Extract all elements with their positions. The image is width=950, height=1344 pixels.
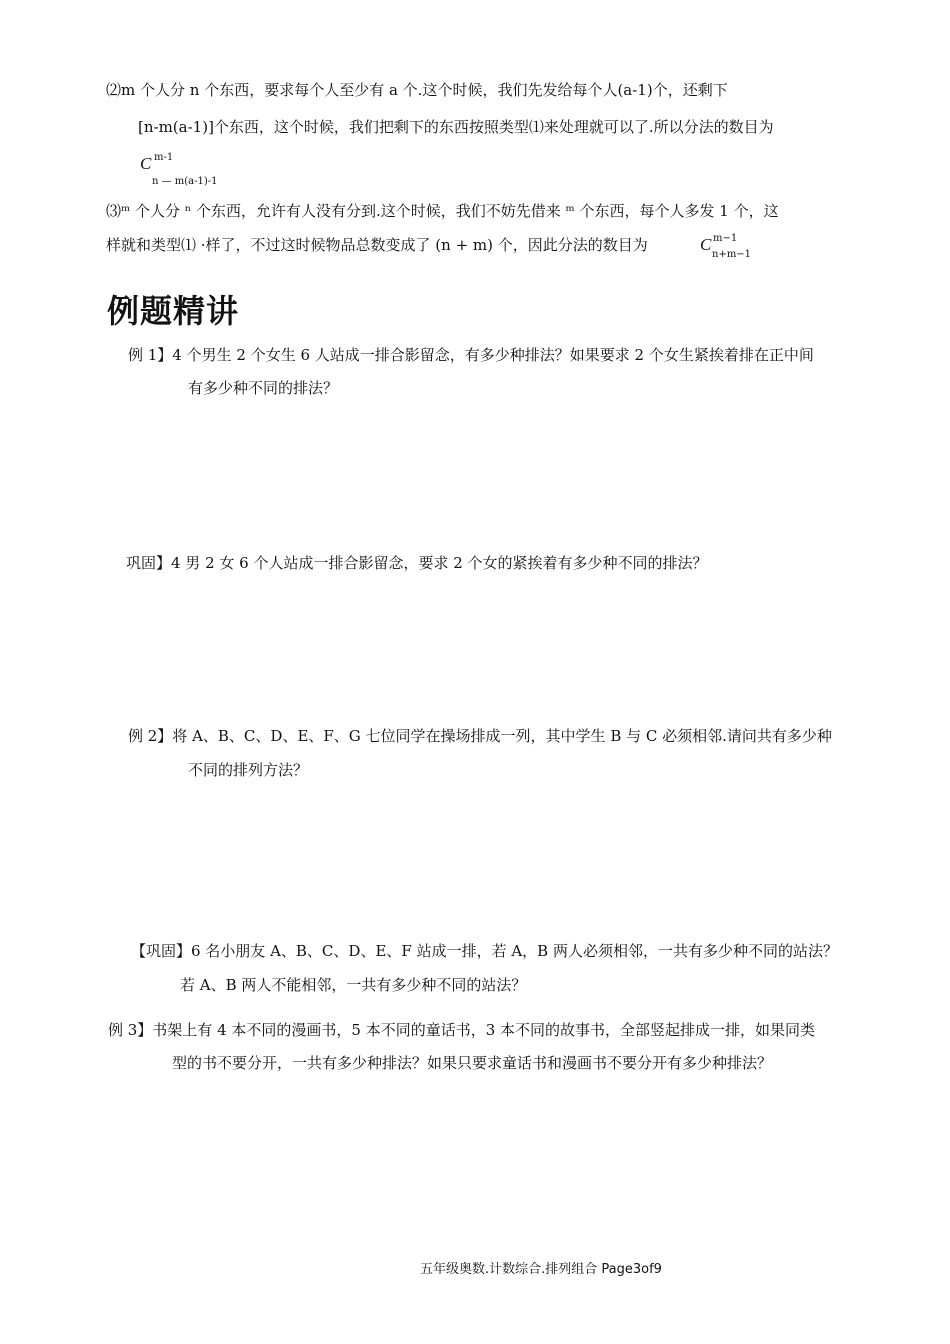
page-footer: 五年级奥数.计数综合.排列组合 Page3of9 [420,1262,662,1277]
formula1-symbol: C [140,154,152,173]
intro-p2-line1: ⑵m 个人分 n 个东西，要求每个人至少有 a 个.这个时候，我们先发给每个人(a-1)个，还剩下 [106,81,728,99]
problem-line: 不同的排列方法？ [188,761,309,779]
problem-line: 型的书不要分开，一共有多少种排法？如果只要求童话书和漫画书不要分开有多少种排法？ [172,1054,773,1072]
intro-p2-line2: [n-m(a-1)]个东西，这个时候，我们把剩下的东西按照类型⑴来处理就可以了.所以分法的数目为 [138,118,774,136]
problem-line: 例 2】将 A、B、C、D、E、F、G 七位同学在操场排成一列，其中学生 B 与 C 必须相邻.请问共有多少种 [128,727,832,745]
intro-p3-line1: ⑶ᵐ 个人分 ⁿ 个东西，允许有人没有分到.这个时候，我们不妨先借来 ᵐ 个东西，每个人多发 1 个，这 [106,202,779,220]
problem-line: 例 1】4 个男生 2 个女生 6 人站成一排合影留念，有多少种排法？如果要求 2 个女生紧挨着排在正中间 [128,346,814,364]
problem-line: 有多少种不同的排法？ [188,379,339,397]
formula-combination-1 [140,152,260,188]
problem-line: 【巩固】6 名小朋友 A、B、C、D、E、F 站成一排，若 A，B 两人必须相邻，一共有多少种不同的站法？ [131,942,838,960]
formula1-superscript: m-1 [154,152,174,163]
formula2-subscript: n+m−1 [712,249,752,260]
intro-p3-line2: 样就和类型⑴ ·样了，不过这时候物品总数变成了 (n + m) 个，因此分法的数目为 [106,236,648,254]
formula-combination-2 [700,233,760,265]
formula1-subscript: n — m(a-1)-1 [152,176,218,187]
section-title: 例题精讲 [107,292,240,330]
problem-line: 若 A、B 两人不能相邻，一共有多少种不同的站法？ [180,976,527,994]
formula2-superscript: m−1 [713,233,738,244]
problem-line: 例 3】书架上有 4 本不同的漫画书，5 本不同的童话书，3 本不同的故事书，全部竖起排成一排，如果同类 [108,1021,816,1039]
problem-line: 巩固】4 男 2 女 6 个人站成一排合影留念，要求 2 个女的紧挨着有多少种不同的排法？ [126,554,708,572]
formula2-symbol: C [700,235,712,254]
